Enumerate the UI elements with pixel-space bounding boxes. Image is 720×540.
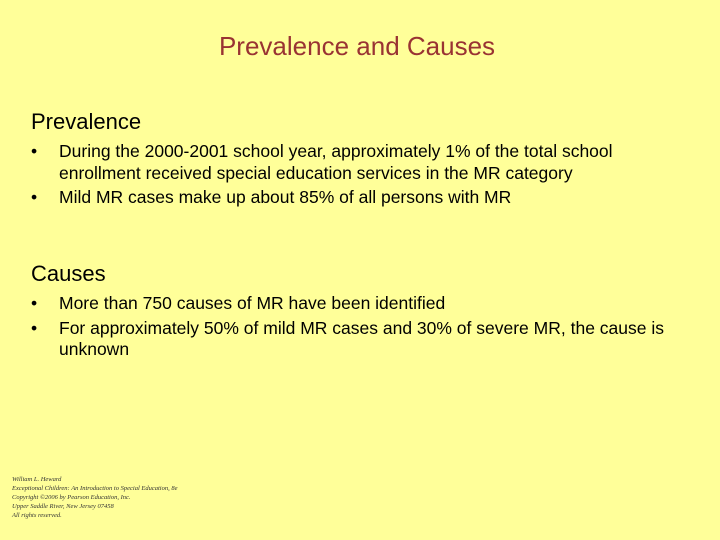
bullet-icon: •	[31, 187, 38, 207]
copyright-footer	[12, 475, 177, 520]
footer-line: William L. Heward	[12, 476, 62, 483]
bullet-text: For approximately 50% of mild MR cases and 30% of severe MR, the cause is unknown	[59, 317, 664, 359]
bullet-text: During the 2000-2001 school year, approximately 1% of the total school enrollment received special education services in the MR category	[59, 141, 613, 183]
bullet-text: Mild MR cases make up about 85% of all persons with MR	[59, 187, 512, 207]
slide-title: Prevalence and Causes	[218, 31, 496, 61]
bullet-item	[31, 187, 691, 209]
bullet-item	[31, 293, 691, 315]
bullet-icon: •	[31, 141, 38, 161]
footer-line: Upper Saddle River, New Jersey 07458	[12, 503, 114, 510]
footer-line: Copyright ©2006 by Pearson Education, Inc.	[12, 494, 131, 501]
section-heading-causes: Causes	[31, 261, 106, 286]
footer-line: All rights reserved.	[12, 512, 62, 519]
bullet-item	[31, 141, 691, 184]
causes-bullet-list	[31, 293, 691, 364]
bullet-item	[31, 318, 691, 361]
bullet-icon: •	[31, 317, 38, 338]
prevalence-bullet-list	[31, 141, 691, 212]
bullet-text: More than 750 causes of MR have been identified	[59, 293, 446, 313]
footer-line: Exceptional Children: An Introduction to Special Education, 8e	[12, 485, 178, 492]
section-heading-prevalence: Prevalence	[31, 109, 142, 134]
bullet-icon: •	[31, 293, 38, 313]
